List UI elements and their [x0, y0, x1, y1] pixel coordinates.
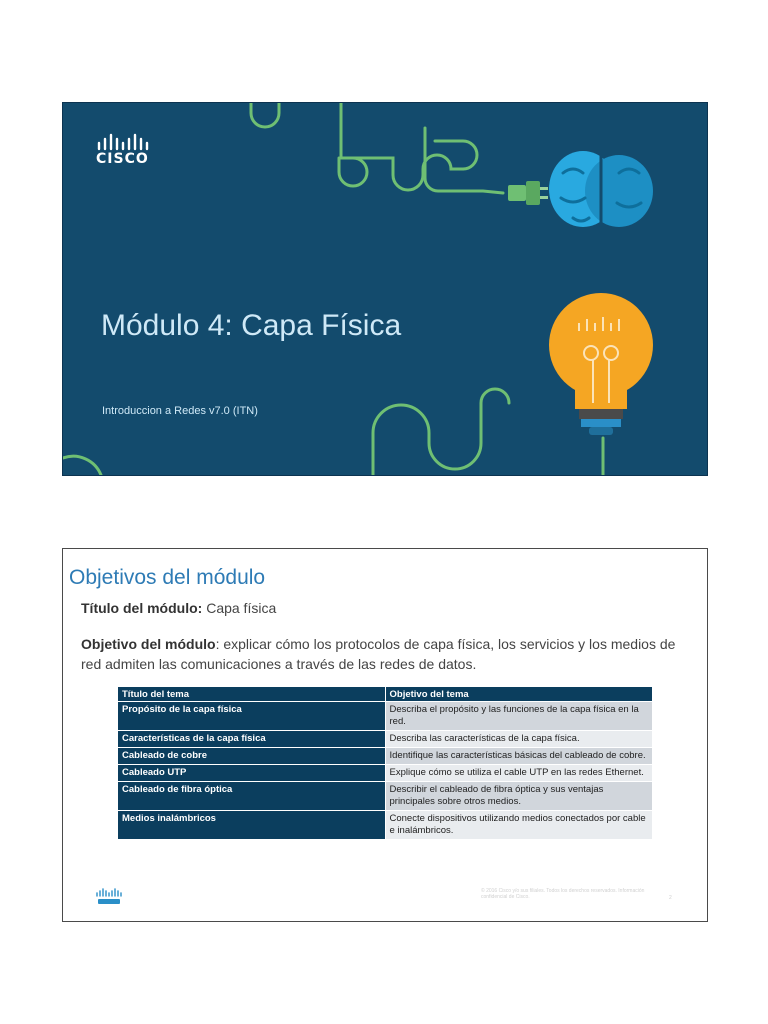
topic-objective-cell: Describir el cableado de fibra óptica y sus ventajas principales sobre otros medios. [385, 782, 653, 811]
module-title-label: Título del módulo: [81, 600, 203, 616]
topic-title-cell: Propósito de la capa física [118, 702, 386, 731]
module-objective [81, 634, 691, 674]
topic-title-cell: Medios inalámbricos [118, 811, 386, 840]
cisco-wordmark: CISCO [96, 151, 149, 167]
topic-objective-cell: Identifique las características básicas del cableado de cobre. [385, 748, 653, 765]
objectives-slide [62, 548, 708, 922]
table-header-cell: Objetivo del tema [385, 687, 653, 702]
lightbulb-icon [549, 293, 653, 435]
topic-objective-cell: Describa el propósito y las funciones de la capa física en la red. [385, 702, 653, 731]
topic-objective-cell: Explique cómo se utiliza el cable UTP en las redes Ethernet. [385, 765, 653, 782]
slide-subtitle: Introduccion a Redes v7.0 (ITN) [102, 405, 258, 417]
table-header-row [118, 687, 653, 702]
topic-title-cell: Cableado de cobre [118, 748, 386, 765]
table-row [118, 748, 653, 765]
topic-title-cell: Cableado de fibra óptica [118, 782, 386, 811]
table-row [118, 702, 653, 731]
slide-title: Objetivos del módulo [69, 566, 266, 589]
table-row [118, 782, 653, 811]
slide-title: Módulo 4: Capa Física [101, 309, 402, 342]
table-row [118, 731, 653, 748]
copyright-footer: © 2016 Cisco y/o sus filiales. Todos los derechos reservados. Información confidencial de Cisco. [481, 888, 645, 900]
module-objective-label: Objetivo del módulo [81, 636, 216, 652]
plug-icon [508, 181, 548, 205]
title-slide [62, 102, 708, 476]
topics-table [117, 686, 653, 840]
table-header-cell: Título del tema [118, 687, 386, 702]
topic-title-cell: Características de la capa física [118, 731, 386, 748]
topic-objective-cell: Describa las características de la capa física. [385, 731, 653, 748]
module-title-line [81, 600, 276, 616]
table-row [118, 811, 653, 840]
topic-objective-cell: Conecte dispositivos utilizando medios conectados por cable e inalámbricos. [385, 811, 653, 840]
cisco-logo-icon [95, 887, 125, 907]
table-row [118, 765, 653, 782]
module-objective-text: : explicar cómo los protocolos de capa física, los servicios y los medios de red admiten las comunicaciones a través de las redes de datos. [81, 636, 676, 672]
module-title-value: Capa física [206, 600, 277, 616]
brain-icon [549, 151, 653, 227]
circuit-decoration [63, 103, 707, 475]
topic-title-cell: Cableado UTP [118, 765, 386, 782]
page-number: 2 [669, 895, 672, 901]
